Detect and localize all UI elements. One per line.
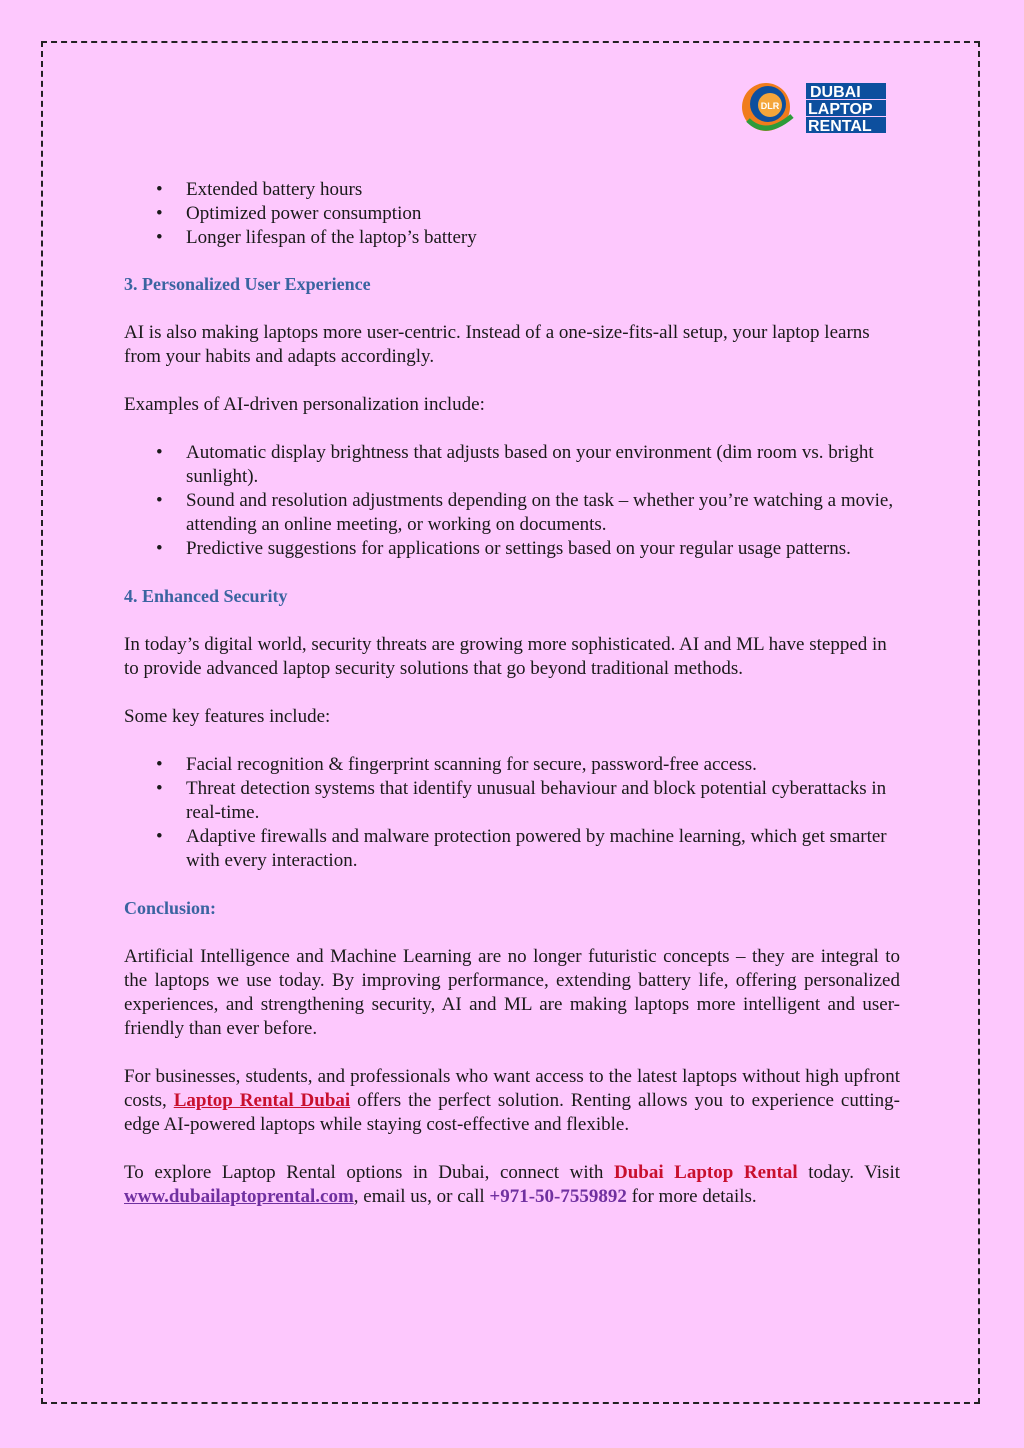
document-body	[124, 178, 900, 1209]
list-item: • Facial recognition & fingerprint scanning for secure, password-free access.	[186, 753, 900, 777]
list-item: • Longer lifespan of the laptop’s battery	[186, 226, 900, 250]
text-span: offers the perfect solution. Renting allows you to experience cutting-edge AI-powered laptops while staying cost-effective and flexible.	[124, 1090, 900, 1135]
section-heading-security: 4. Enhanced Security	[124, 586, 288, 606]
text-span: for more details.	[626, 1186, 757, 1207]
paragraph-features-lead: Some key features include:	[124, 706, 331, 727]
text-span: today. Visit	[797, 1162, 900, 1183]
brand-name: Dubai Laptop Rental	[613, 1162, 798, 1183]
security-features-list	[124, 753, 900, 873]
section-heading-conclusion: Conclusion:	[124, 898, 217, 918]
list-item: • Predictive suggestions for applications or settings based on your regular usage patterns.	[186, 537, 900, 561]
battery-benefits-list	[124, 178, 900, 250]
svg-text:RENTAL: RENTAL	[808, 118, 872, 135]
section-heading-personalized: 3. Personalized User Experience	[124, 274, 371, 294]
list-item: • Threat detection systems that identify unusual behaviour and block potential cyberattacks in real-time.	[186, 777, 900, 825]
list-item: • Sound and resolution adjustments depending on the task – whether you’re watching a movie, attending an online meeting, or working on documents.	[186, 489, 900, 537]
paragraph-security-intro: In today’s digital world, security threats are growing more sophisticated. AI and ML have stepped in to provide advanced laptop security solutions that go beyond traditional methods.	[124, 634, 887, 679]
svg-text:DUBAI: DUBAI	[810, 84, 861, 101]
text-span: To explore Laptop Rental options in Dubai, connect with	[124, 1162, 614, 1183]
text-span: , email us, or call	[353, 1186, 490, 1207]
paragraph-conclusion: Artificial Intelligence and Machine Learning are no longer futuristic concepts – they are integral to the laptops we use today. By improving performance, extending battery life, offering personalized experiences, and strengthening security, AI and ML are making laptops more intelligent and user-friendly than ever before.	[124, 946, 900, 1039]
company-logo	[740, 76, 890, 136]
website-link[interactable]: www.dubailaptoprental.com	[124, 1186, 354, 1207]
phone-number: +971-50-7559892	[489, 1186, 627, 1207]
paragraph-personalized-intro: AI is also making laptops more user-centric. Instead of a one-size-fits-all setup, your laptop learns from your habits and adapts accordingly.	[124, 322, 870, 367]
logo-graphic	[740, 76, 890, 136]
list-item: • Adaptive firewalls and malware protection powered by machine learning, which get smarter with every interaction.	[186, 825, 900, 873]
svg-text:DLR: DLR	[760, 101, 780, 111]
paragraph-rental-offer	[124, 1065, 900, 1137]
list-item: • Extended battery hours	[186, 178, 900, 202]
paragraph-contact	[124, 1161, 900, 1209]
laptop-rental-dubai-link[interactable]: Laptop Rental Dubai	[173, 1090, 351, 1111]
personalization-list	[124, 441, 900, 561]
svg-text:LAPTOP: LAPTOP	[808, 101, 873, 118]
text-span: For businesses, students, and professionals who want access to the latest laptops without high upfront costs,	[124, 1066, 900, 1111]
list-item: • Automatic display brightness that adjusts based on your environment (dim room vs. bright sunlight).	[186, 441, 900, 489]
list-item: • Optimized power consumption	[186, 202, 900, 226]
paragraph-examples-lead: Examples of AI-driven personalization include:	[124, 394, 485, 415]
